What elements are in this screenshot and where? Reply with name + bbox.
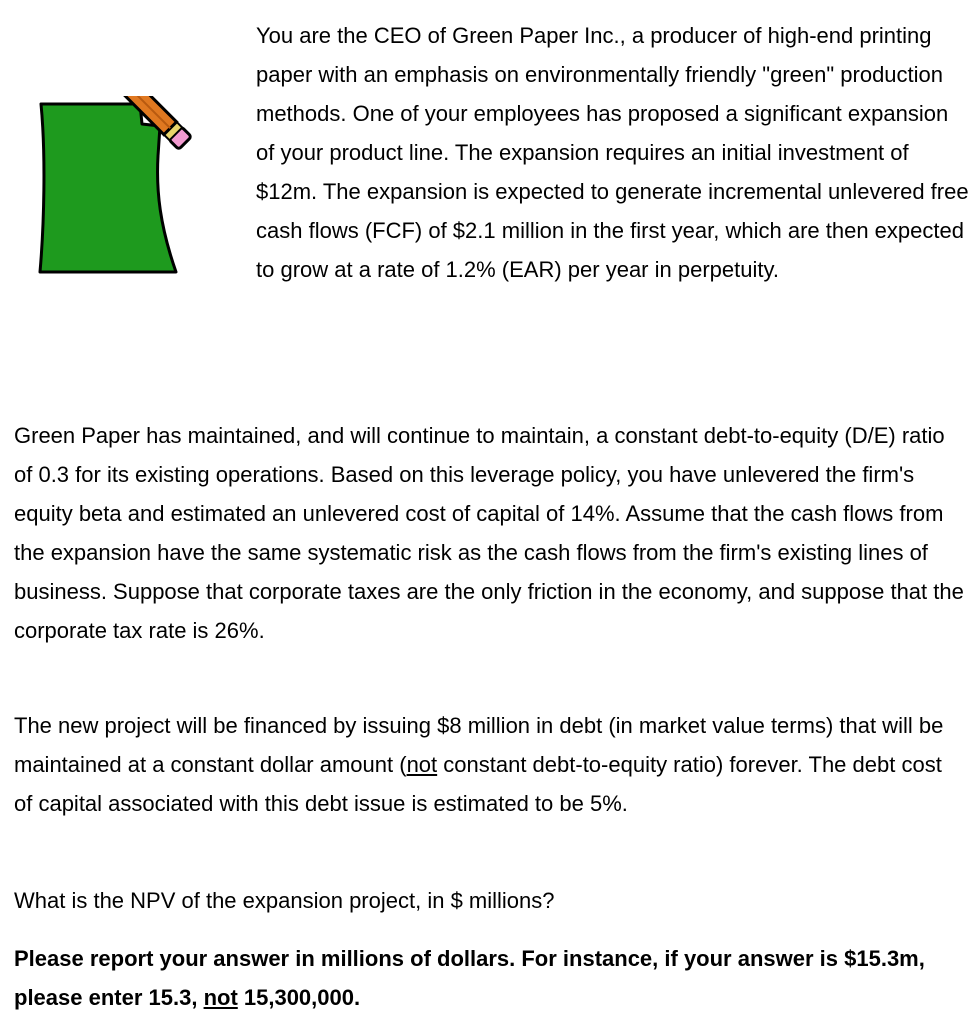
instruction-text-part-1: Please report your answer in millions of dollars. For instance, if your answer is $15.3m, please enter 15.3, [14, 946, 925, 1010]
answer-instruction [14, 939, 964, 1017]
financing-text-part-2: constant debt-to-equity ratio) forever. The debt cost of capital associated with this debt issue is estimated to be 5%. [14, 752, 942, 816]
financing-paragraph [14, 706, 964, 823]
underlined-not: not [406, 752, 438, 777]
intro-paragraph: You are the CEO of Green Paper Inc., a producer of high-end printing paper with an emphasis on environmentally friendly "green" production methods. One of your employees has proposed a significant expansion of your product line. The expansion requires an initial investment of $12m. The expansion is expected to generate incremental unlevered free cash flows (FCF) of $2.1 million in the first year, which are then expected to grow at a rate of 1.2% (EAR) per year in perpetuity. [256, 23, 969, 282]
green-document-shape [40, 104, 176, 272]
instruction-text-part-2: 15,300,000. [237, 985, 361, 1010]
document-pencil-icon [28, 96, 218, 286]
document-pencil-svg [28, 96, 218, 286]
question-text: What is the NPV of the expansion project, in $ millions? [14, 888, 555, 913]
underlined-not-bold: not [203, 985, 238, 1010]
leverage-paragraph: Green Paper has maintained, and will continue to maintain, a constant debt-to-equity (D/E) ratio of 0.3 for its existing operations. Based on this leverage policy, you have unlevered the firm's equity beta and estimated an unlevered cost of capital of 14%. Assume that the cash flows from the expansion have the same systematic risk as the cash flows from the firm's existing lines of business. Suppose that corporate taxes are the only friction in the economy, and suppose that the corporate tax rate is 26%. [14, 423, 964, 643]
financing-text-part-1: The new project will be financed by issuing $8 million in debt (in market value terms) that will be maintained at a constant dollar amount ( [14, 713, 944, 777]
